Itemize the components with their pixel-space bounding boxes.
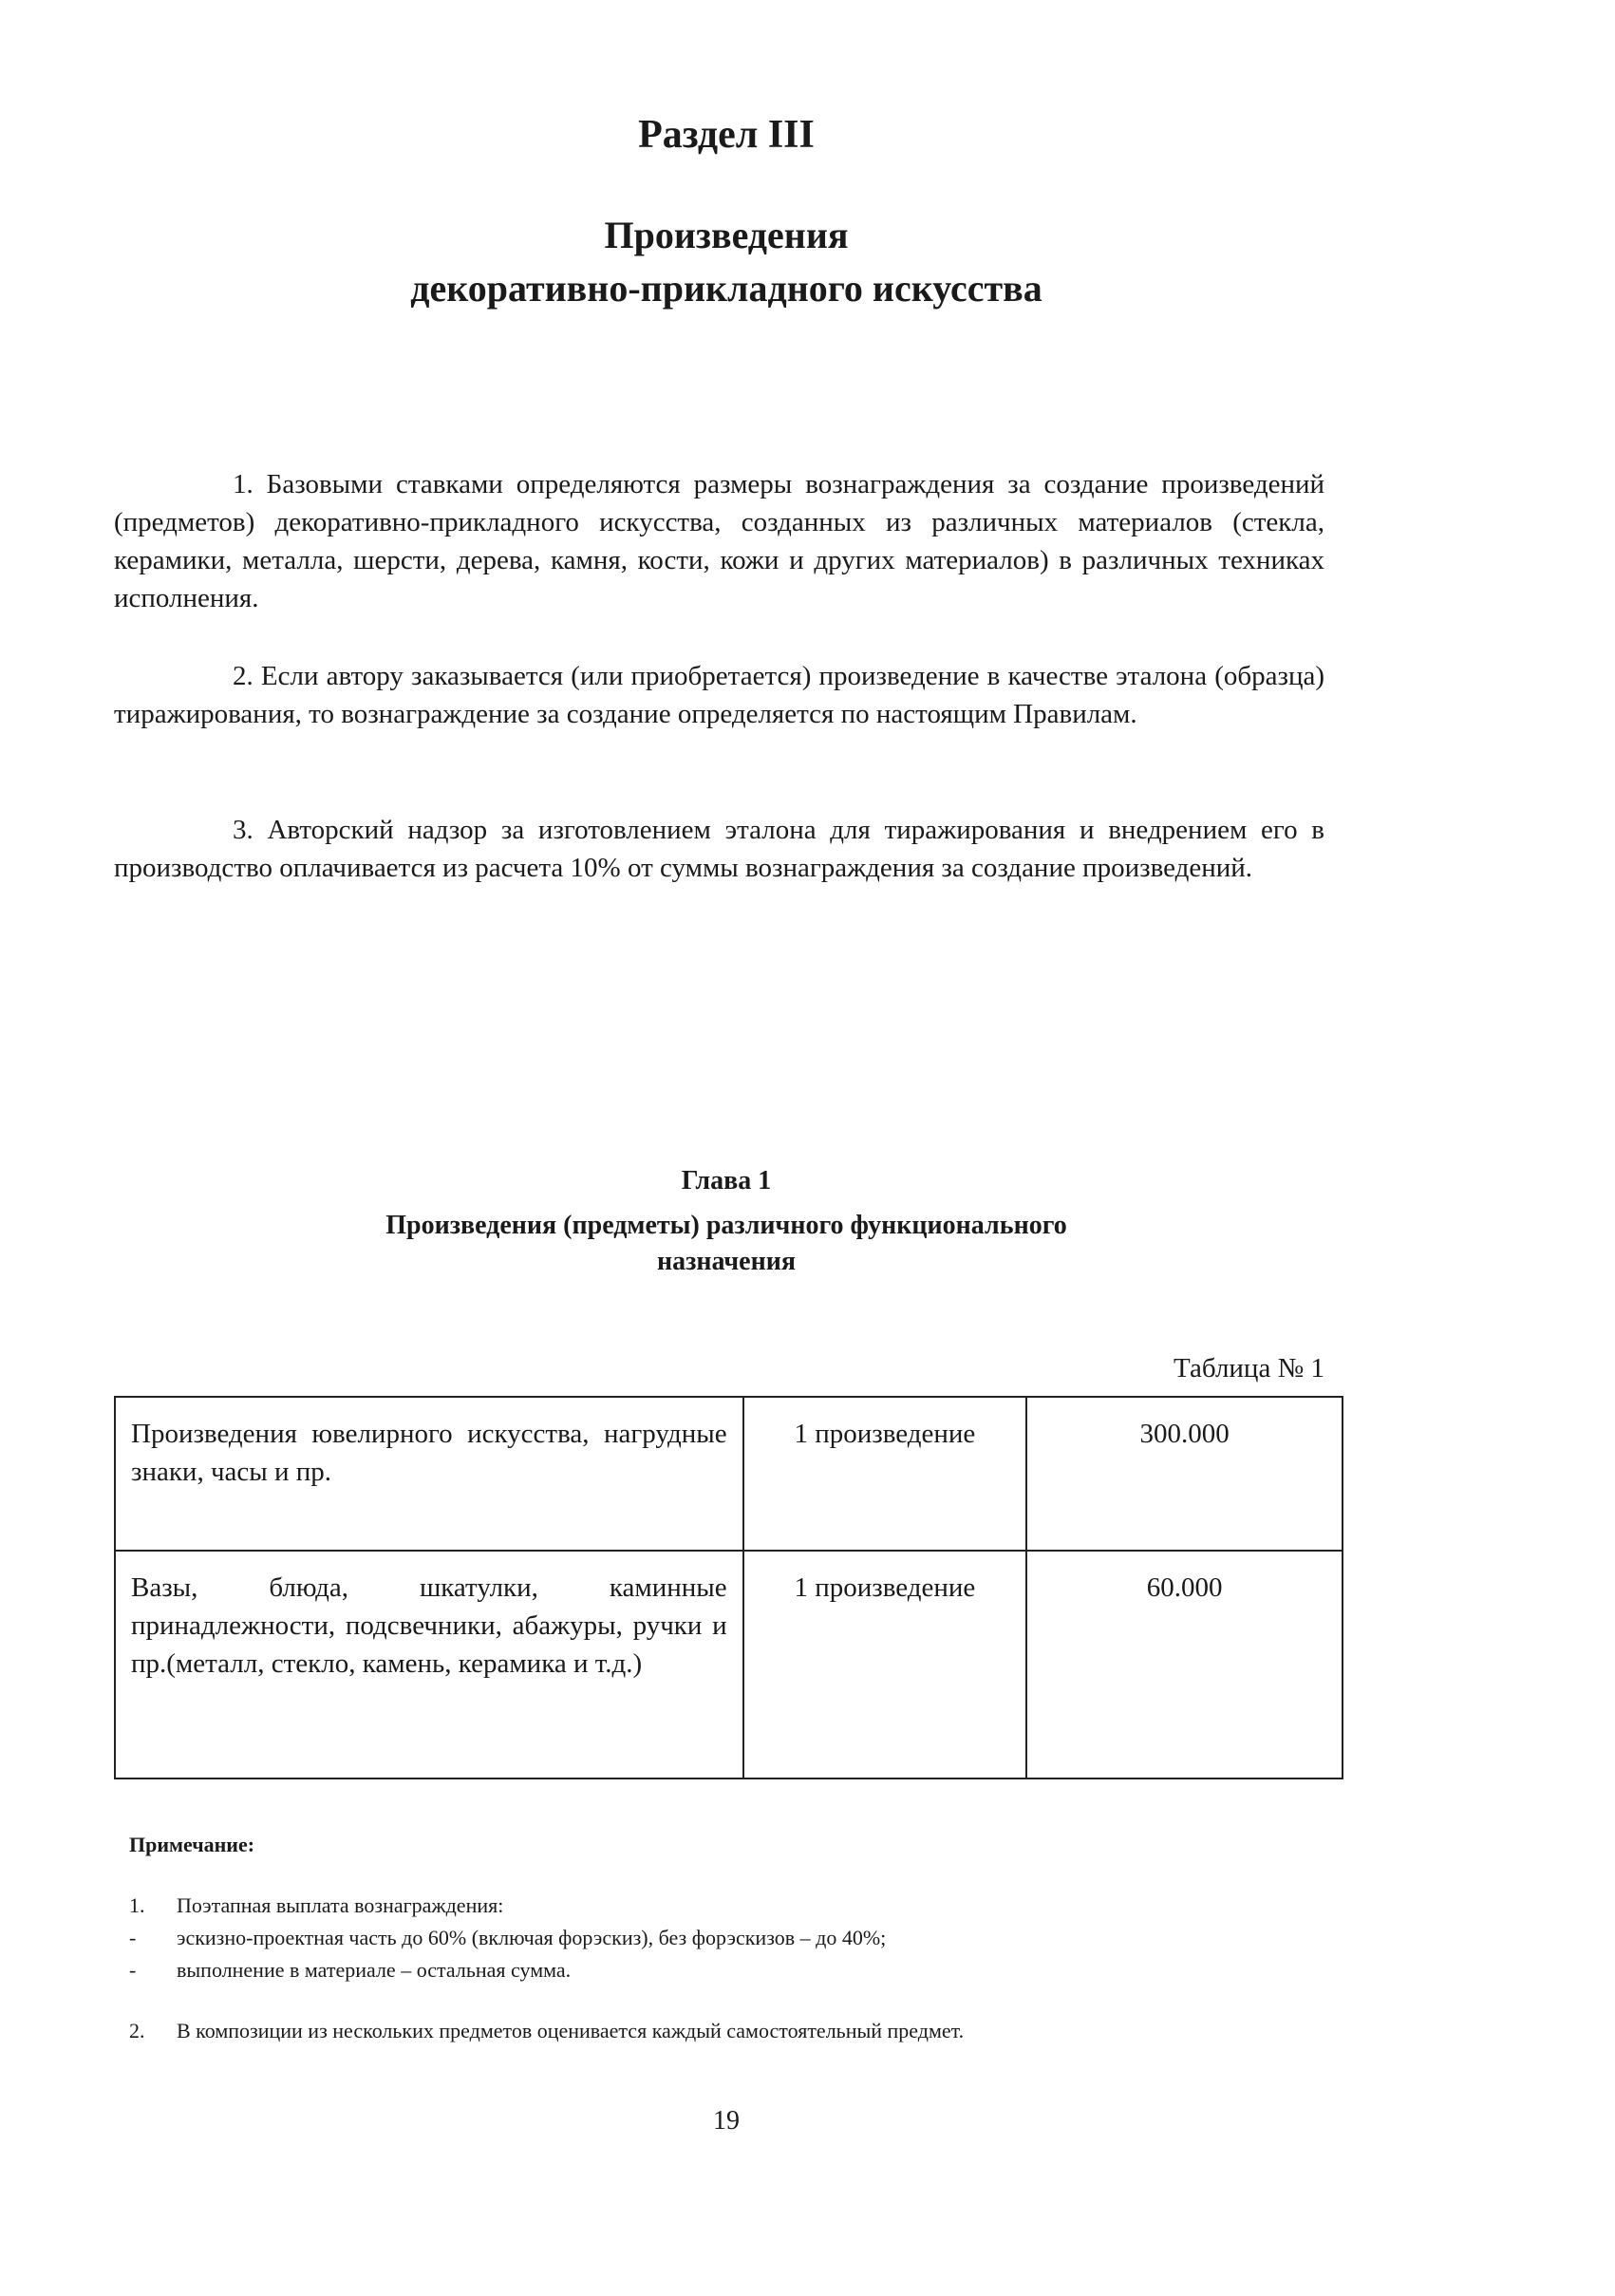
table-row (115, 1551, 1343, 1778)
note-item (129, 1954, 1344, 1986)
table-cell-rate: 60.000 (1026, 1551, 1343, 1778)
table-cell-rate: 300.000 (1026, 1397, 1343, 1551)
section-subtitle-line-1: Произведения (604, 214, 849, 256)
chapter-number: Глава 1 (681, 1166, 772, 1195)
paragraph-2: 2. Если автору заказывается (или приобретается) произведение в качестве эталона (образца) тиражирования, то вознаграждение за создание определяется по настоящим Правилам. (114, 661, 1324, 729)
note-item (129, 1890, 1344, 1922)
section-title: Раздел III (638, 113, 815, 157)
table-cell-unit: 1 произведение (743, 1397, 1026, 1551)
notes-heading: Примечание: (129, 1833, 255, 1856)
note-text: Поэтапная выплата вознаграждения: (177, 1893, 504, 1917)
rates-table (114, 1396, 1343, 1779)
section-subtitle-line-2: декоративно-прикладного искусства (410, 267, 1042, 310)
note-marker: 1. (129, 1893, 145, 1917)
note-spacer (129, 1986, 1344, 2015)
page-number: 19 (713, 2106, 740, 2136)
table-cell-unit: 1 произведение (743, 1551, 1026, 1778)
note-item (129, 1922, 1344, 1954)
chapter-title-line-1: Произведения (предметы) различного функционального (385, 1211, 1067, 1240)
chapter-title (0, 1208, 1453, 1280)
paragraph-1: 1. Базовыми ставками определяются размеры вознаграждения за создание произведений (предметов) декоративно-прикладного искусства, созданных из различных материалов (стекла, керамики, металла, шерсти, дерева, камня, кости, кожи и других материалов) в различных техниках исполнения. (114, 469, 1324, 613)
table-row (115, 1397, 1343, 1551)
note-marker: - (129, 1926, 137, 1949)
section-subtitle (0, 209, 1453, 315)
notes-list (129, 1890, 1344, 2047)
table-cell-description: Произведения ювелирного искусства, нагрудные знаки, часы и пр. (115, 1397, 743, 1551)
note-item (129, 2015, 1344, 2047)
note-marker: - (129, 1958, 137, 1982)
note-marker: 2. (129, 2019, 145, 2042)
table-cell-description: Вазы, блюда, шкатулки, каминные принадлежности, подсвечники, абажуры, ручки и пр.(металл, стекло, камень, керамика и т.д.) (115, 1551, 743, 1778)
paragraph-3: 3. Авторский надзор за изготовлением эталона для тиражирования и внедрением его в производство оплачивается из расчета 10% от суммы вознаграждения за создание произведений. (114, 815, 1324, 883)
note-text: эскизно-проектная часть до 60% (включая форэскиз), без форэскизов – до 40%; (177, 1926, 887, 1949)
note-text: выполнение в материале – остальная сумма. (177, 1958, 572, 1982)
chapter-title-line-2: назначения (656, 1247, 797, 1276)
note-text: В композиции из нескольких предметов оценивается каждый самостоятельный предмет. (177, 2019, 965, 2042)
table-label: Таблица № 1 (1174, 1353, 1324, 1383)
